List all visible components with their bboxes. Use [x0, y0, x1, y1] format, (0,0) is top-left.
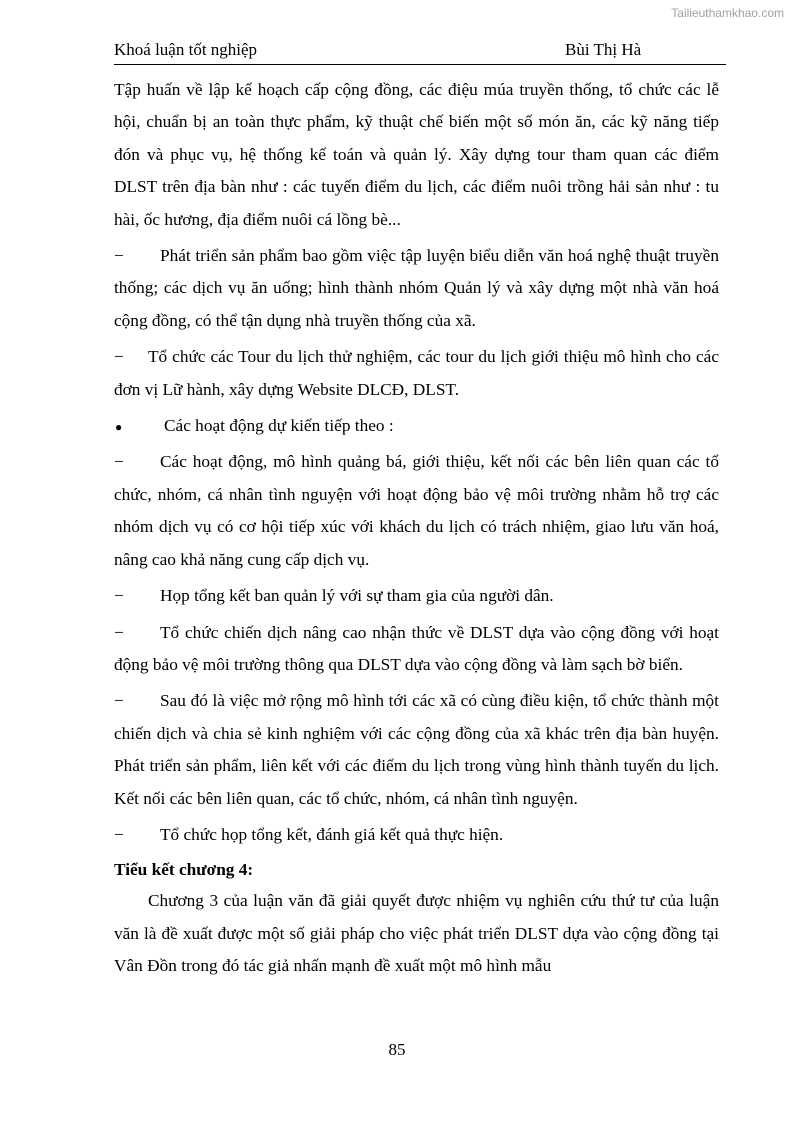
document-body	[114, 74, 719, 987]
header-author: Bùi Thị Hà	[565, 40, 642, 59]
bullet-icon: ●	[115, 420, 123, 435]
page-header	[114, 38, 726, 65]
watermark: Tailieuthamkhao.com	[671, 6, 784, 20]
dash-marker: −	[114, 452, 124, 472]
section-heading: Tiểu kết chương 4:	[114, 860, 254, 880]
list-item	[114, 819, 719, 851]
paragraph-summary: Chương 3 của luận văn đã giải quyết được nhiệm vụ nghiên cứu thứ tư của luận văn là đề xuất được một số giải pháp cho việc phát triển DLST dựa vào cộng đồng tại Vân Đồn trong đó tác giả nhấn mạnh đề xuất một mô hình mẫu	[114, 891, 719, 976]
dash-marker: −	[114, 246, 124, 266]
dash-marker: −	[114, 622, 124, 642]
paragraph-training: Tập huấn về lập kế hoạch cấp cộng đồng, các điệu múa truyền thống, tổ chức các lễ hội, chuẩn bị an toàn thực phẩm, kỹ thuật chế biến một số món ăn, các kỹ năng tiếp đón và phục vụ, hệ thống kế toán và quản lý. Xây dựng tour tham quan các điểm DLST trên địa bàn như : các tuyến điểm du lịch, các điểm nuôi trồng hải sản như : tu hài, ốc hương, địa điểm nuôi cá lồng bè...	[114, 80, 719, 229]
list-item-text: Phát triển sản phẩm bao gồm việc tập luyện biểu diễn văn hoá nghệ thuật truyền thống; các dịch vụ ăn uống; hình thành nhóm Quản lý và xây dựng một nhà văn hoá cộng đồng, có thể tận dụng nhà truyền thống của xã.	[114, 246, 719, 330]
dash-marker: −	[114, 347, 124, 367]
list-item-text: Họp tổng kết ban quản lý với sự tham gia của người dân.	[160, 586, 554, 606]
list-item-text: Tổ chức chiến dịch nâng cao nhận thức về DLST dựa vào cộng đồng với hoạt động bảo vệ môi trường thông qua DLST dựa vào cộng đồng và làm sạch bờ biển.	[114, 622, 719, 674]
dash-marker: −	[114, 691, 124, 711]
header-title: Khoá luận tốt nghiệp	[114, 40, 258, 59]
list-item-text: Tổ chức các Tour du lịch thử nghiệm, các tour du lịch giới thiệu mô hình cho các đơn vị Lữ hành, xây dựng Website DLCĐ, DLST.	[114, 347, 719, 399]
list-item	[114, 617, 719, 682]
bullet-item-text: Các hoạt động dự kiến tiếp theo :	[164, 416, 394, 436]
list-item	[114, 240, 719, 337]
list-item	[114, 580, 719, 612]
list-item	[114, 685, 719, 815]
list-item-text: Sau đó là việc mở rộng mô hình tới các xã có cùng điều kiện, tổ chức thành một chiến dịch và chia sẻ kinh nghiệm với các cộng đồng của xã khác trên địa bàn huyện. Phát triển sản phẩm, liên kết với các điểm du lịch trong vùng hình thành tuyến du lịch. Kết nối các bên liên quan, các tổ chức, nhóm, cá nhân tình nguyện.	[114, 691, 719, 808]
dash-marker: −	[114, 586, 124, 606]
bullet-item	[114, 410, 719, 442]
dash-marker: −	[114, 824, 124, 844]
list-item-text: Các hoạt động, mô hình quảng bá, giới thiệu, kết nối các bên liên quan các tổ chức, nhóm, cá nhân tình nguyện với hoạt động bảo vệ môi trường nhằm hỗ trợ các nhóm dịch vụ có cơ hội tiếp xúc với khách du lịch có trách nhiệm, giao lưu văn hoá, nâng cao khả năng cung cấp dịch vụ.	[114, 452, 719, 569]
list-item	[114, 341, 719, 406]
page-number: 85	[388, 1040, 406, 1059]
list-item-text: Tổ chức họp tổng kết, đánh giá kết quả thực hiện.	[160, 824, 504, 844]
list-item	[114, 446, 719, 576]
